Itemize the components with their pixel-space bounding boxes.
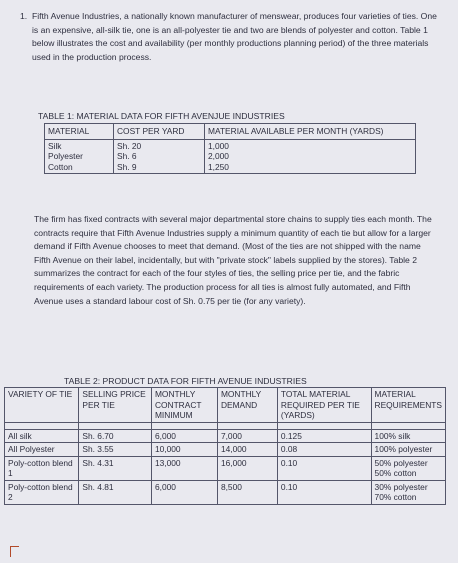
price-cell: Sh. 6.70 [79,429,152,443]
cell-text: 50% cotton [374,468,417,478]
cell-text: 50% polyester [374,457,428,468]
cell-text: Silk [48,140,62,151]
variety-cell: Poly-cotton blend 2 [5,480,79,504]
price-cell: Sh. 3.55 [79,443,152,457]
table-row [45,139,416,174]
table-spacer [5,422,446,429]
header-cost: COST PER YARD [114,124,205,140]
header-demand: MONTHLY DEMAND [217,388,277,423]
header-availability: MATERIAL AVAILABLE PER MONTH (YARDS) [205,124,416,140]
total-cell: 0.08 [277,443,371,457]
demand-cell: 8,500 [217,480,277,504]
product-table [4,387,446,505]
table-row [5,429,446,443]
material-name [45,139,114,174]
requirement-cell [371,443,445,457]
header-minimum: MONTHLY CONTRACT MINIMUM [151,388,217,423]
variety-cell: All Polyester [5,443,79,457]
variety-cell: All silk [5,429,79,443]
corner-pen-mark [10,546,19,557]
cell-text: Cotton [48,161,73,172]
material-available [205,139,416,174]
demand-cell: 14,000 [217,443,277,457]
contract-paragraph: The firm has fixed contracts with several major departmental store chains to supply ties each month. The contracts require that Fifth Avenue Industries supply a minimum quantity of each tie but allow for a larger demand if Fifth Avenue chooses to meet that demand. (Most of the ties are not shipped with the name Fifth Avenue on their label, incidentally, but with "private stock" labels supplied by the stores). Table 2 summarizes the contract for each of the four styles of ties, the selling price per tie, and the fabric requirements of each variety. The production process for all ties is almost fully automated, and Fifth Avenue uses a standard labour cost of Sh. 0.75 per tie (for any variety). [34,214,432,306]
intro-text: Fifth Avenue Industries, a nationally known manufacturer of menswear, produces four varieties of ties. One is an expensive, all-silk tie, one is an all-polyester tie and two are blends of polyester and cotton. Table 1 below illustrates the cost and availability (per monthly productions planning period) of the three materials used in the production process. [32,11,437,62]
cell-text: 100% polyester [374,444,433,454]
cell-text: 70% cotton [374,492,417,502]
cell-text: 1,250 [208,161,229,172]
variety-cell: Poly-cotton blend 1 [5,456,79,480]
cell-text: 30% polyester [374,481,428,492]
table2-caption: TABLE 2: PRODUCT DATA FOR FIFTH AVENUE INDUSTRIES [64,376,307,386]
cell-text: Sh. 20 [117,140,142,151]
header-material: MATERIAL [45,124,114,140]
cell-text: Sh. 6 [117,151,137,161]
price-cell: Sh. 4.31 [79,456,152,480]
cell-text: 100% silk [374,430,411,441]
header-price: SELLING PRICE PER TIE [79,388,152,423]
minimum-cell: 6,000 [151,429,217,443]
minimum-cell: 6,000 [151,480,217,504]
cell-text: 2,000 [208,151,229,161]
header-variety: VARIETY OF TIE [5,388,79,423]
cell-text: 1,000 [208,140,229,151]
minimum-cell: 13,000 [151,456,217,480]
minimum-cell: 10,000 [151,443,217,457]
cell-text: Polyester [48,151,83,161]
demand-cell: 7,000 [217,429,277,443]
header-total-material: TOTAL MATERIAL REQUIRED PER TIE (YARDS) [277,388,371,423]
question-number: 1. [20,11,28,21]
requirement-cell [371,456,445,480]
table-header-row [5,388,446,423]
requirement-cell [371,480,445,504]
table-header-row [45,124,416,140]
requirement-cell [371,429,445,443]
table-row [5,456,446,480]
header-requirements: MATERIAL REQUIREMENTS [371,388,445,423]
demand-cell: 16,000 [217,456,277,480]
material-table [44,123,416,174]
price-cell: Sh. 4.81 [79,480,152,504]
question-paragraph [20,10,440,64]
total-cell: 0.10 [277,480,371,504]
cell-text: Sh. 9 [117,161,137,172]
material-cost [114,139,205,174]
total-cell: 0.10 [277,456,371,480]
table-row [5,443,446,457]
total-cell: 0.125 [277,429,371,443]
table1-caption: TABLE 1: MATERIAL DATA FOR FIFTH AVENJUE INDUSTRIES [38,111,285,121]
table-row [5,480,446,504]
